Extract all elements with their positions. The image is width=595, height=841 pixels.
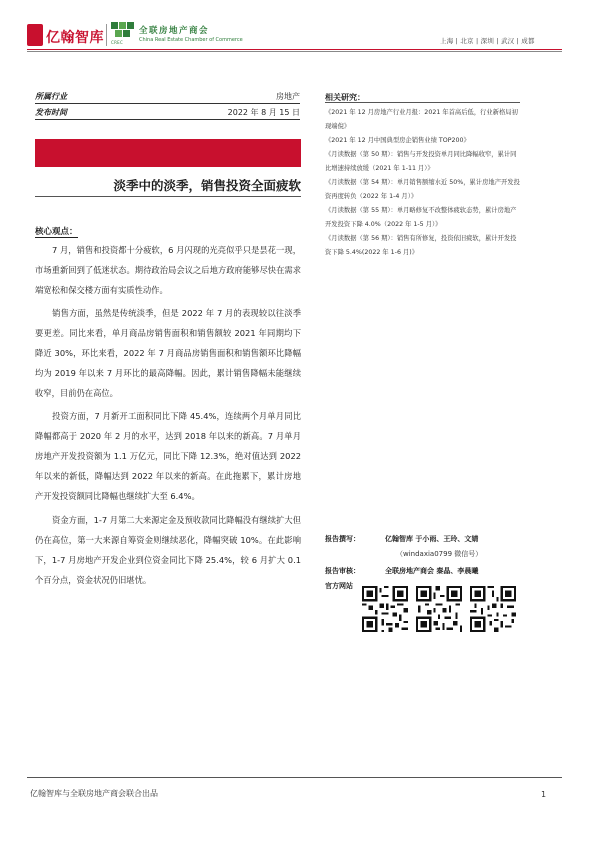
info-divider	[35, 119, 300, 120]
report-title: 淡季中的淡季，销售投资全面疲软	[113, 178, 301, 193]
review-label: 报告审核：	[325, 567, 360, 575]
yihan-logo-icon	[27, 24, 43, 46]
write-value: 亿翰智库 于小雨、王玲、文婧	[385, 535, 479, 543]
industry-row	[35, 91, 300, 102]
paragraph: 资金方面，1-7 月第二大来源定金及预收款同比降幅没有继续扩大但仍在高位，第一大来源自筹资金则继续恶化，降幅突破 10%。在此影响下，1-7 月房地产开发企业到位资金同比下降 25.4%，较 6 月扩大 0.1 个百分点，资金状况仍旧堪忧。	[35, 515, 301, 585]
paragraph: 7 月，销售和投资都十分疲软，6 月闪现的光亮似乎只是昙花一现，市场重新回到了低迷状态。期待政治局会议之后地方政府能够尽快在需求端宽松和保交楼方面有实质性动作。	[35, 245, 301, 295]
related-list	[325, 106, 520, 260]
paragraph: 投资方面，7 月新开工面积同比下降 45.4%，连续两个月单月同比降幅都高于 2020 年 2 月的水平，达到 2018 年以来的新高。7 月单月房地产开发投资额为 1.1 万亿元，同比下降 12.3%，绝对值达到 2022 年以来的新低，降幅达到 2022 年以来的新高。在此拖累下，累计房地产开发投资额同比降幅也继续扩大至 6.4%。	[35, 411, 301, 501]
page-number: 1	[541, 790, 547, 799]
related-item[interactable]: 《2021 年 12 月房地产行业月报：2021 年首高后低，行业新格局初现端倪》	[325, 109, 518, 130]
industry-value: 房地产	[276, 92, 300, 101]
info-divider	[35, 103, 300, 104]
related-item[interactable]: 《月读数据（第 54 期）：单月销售额缩水近 50%，累计房地产开发投资再度转负（2022 年 1-4 月）》	[325, 179, 520, 200]
related-item[interactable]: 《月读数据（第 56 期）：销售有所修复，投资依旧疲软，累计开发投资下降 5.4%(2022 年 1-6 月)》	[325, 235, 517, 256]
qr-code-icon	[416, 586, 462, 632]
related-item[interactable]: 《月读数据（第 50 期）：销售与开发投资单月同比降幅收窄，累计同比增速持续放缓（2021 年 1-11 月）》	[325, 151, 517, 172]
brand1-name: 亿翰智库	[46, 30, 104, 46]
related-item[interactable]: 《月读数据（第 55 期）：单月略修复不改整体疲软态势，累计房地产开发投资下降 4.0%（2022 年 1-5 月）》	[325, 207, 517, 228]
related-rule	[325, 102, 520, 103]
city-list: 上海 | 北京 | 深圳 | 武汉 | 成都	[440, 37, 535, 45]
title-banner	[35, 139, 301, 167]
date-value: 2022 年 8 月 15 日	[227, 108, 300, 117]
wechat-id: （windaxia0799 微信号）	[396, 550, 483, 558]
brand2-sub: CREC	[111, 40, 124, 45]
brand2-english: China Real Estate Chamber of Commerce	[139, 37, 243, 43]
crec-logo-icon	[111, 22, 135, 40]
footer-rule	[27, 777, 562, 778]
logo-divider	[106, 24, 107, 46]
paragraph: 销售方面，虽然是传统淡季，但是 2022 年 7 月的表现较以往淡季要更差。同比来看，单月商品房销售面积和销售额较 2021 年同期均下降近 30%，环比来看，2022 年 7 月商品房销售面积和销售额环比降幅均为 2019 年以来 7 月环比的最高降幅。因此，累计销售降幅未能继续收窄，目前仍在高位。	[35, 308, 301, 398]
title-rule	[35, 196, 301, 197]
industry-label: 所属行业	[35, 92, 67, 101]
footer-text: 亿翰智库与全联房地产商会联合出品	[30, 789, 158, 798]
header-rule-thin	[27, 51, 562, 52]
site-label: 官方网站	[325, 582, 353, 590]
header-rule	[27, 49, 562, 50]
qr-code-icon	[362, 586, 408, 632]
write-label: 报告撰写：	[325, 535, 360, 543]
date-row	[35, 107, 300, 118]
brand2-name: 全联房地产商会	[139, 26, 210, 36]
related-item[interactable]: 《2021 年 12 月中国典型房企销售业绩 TOP200》	[325, 137, 470, 144]
related-label: 相关研究：	[325, 93, 365, 102]
core-view-label: 核心观点：	[35, 227, 78, 237]
date-label: 发布时间	[35, 108, 67, 117]
qr-code-icon	[470, 586, 516, 632]
review-value: 全联房地产商会 秦晶、李晨曦	[385, 567, 479, 575]
